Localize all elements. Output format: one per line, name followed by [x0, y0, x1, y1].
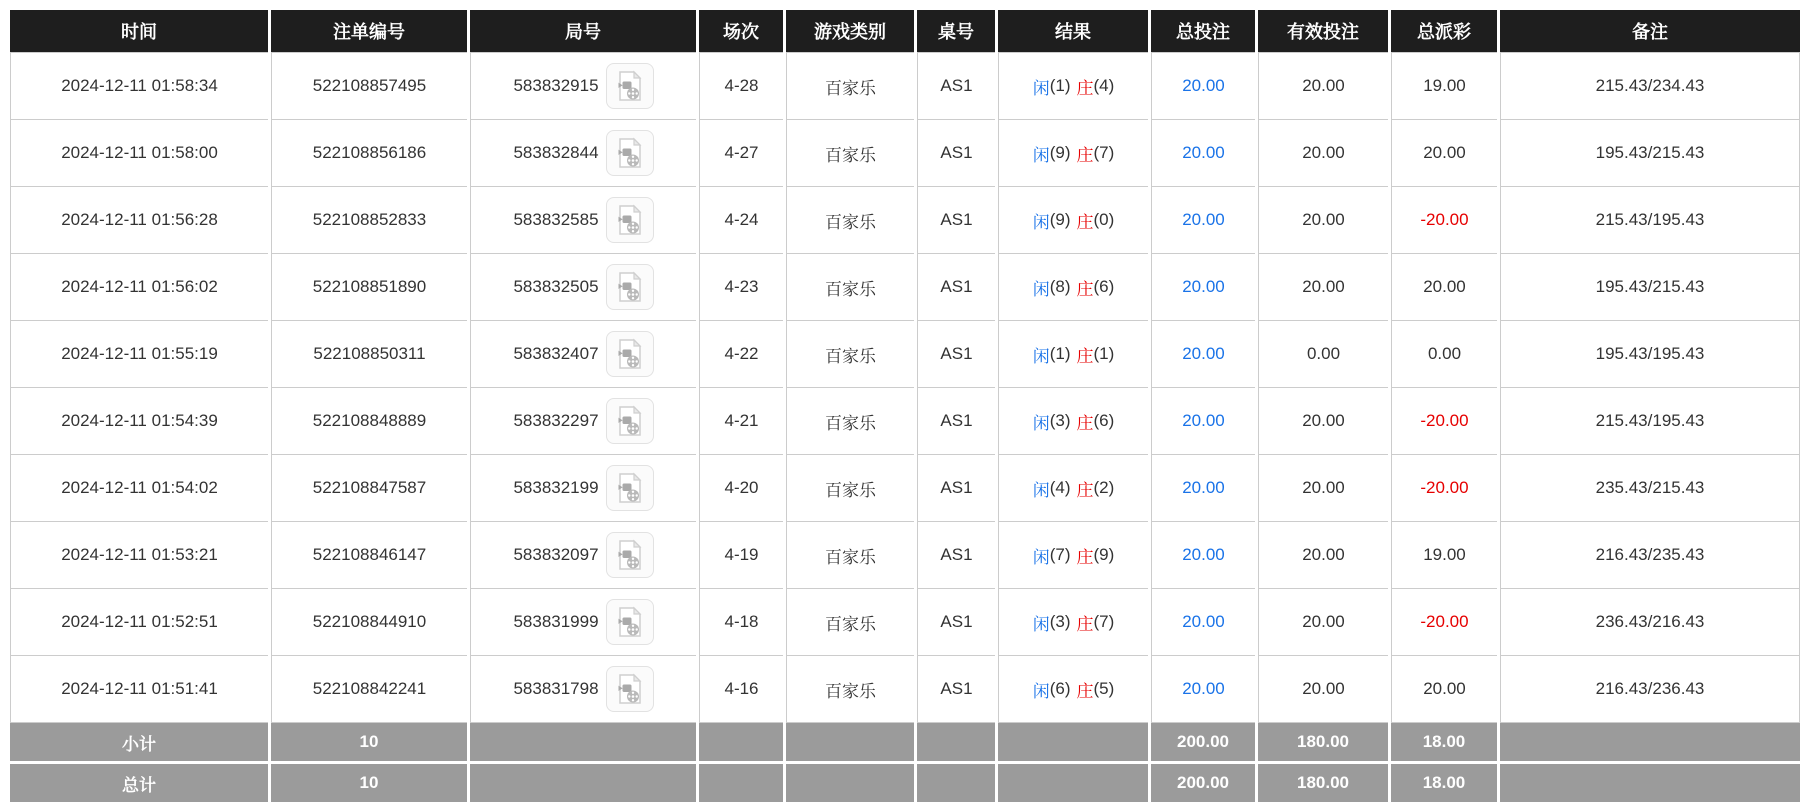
- table-row: [10, 119, 1800, 186]
- round-number: 583831798: [513, 679, 599, 698]
- session-cell: 4-19: [699, 521, 783, 588]
- banker-score: (6): [1093, 411, 1115, 430]
- round-number: 583832097: [513, 545, 599, 564]
- valid-bet-cell: 0.00: [1258, 320, 1388, 387]
- bet-number-cell: 522108844910: [271, 588, 467, 655]
- result-cell: [998, 52, 1148, 119]
- round-number-cell: [470, 320, 696, 387]
- player-label: 闲: [1032, 279, 1050, 299]
- column-header: 场次: [699, 10, 783, 52]
- round-number: 583832199: [513, 478, 599, 497]
- table-row: [10, 186, 1800, 253]
- total-bet-cell: 20.00: [1151, 655, 1255, 722]
- game-type-cell: 百家乐: [786, 521, 914, 588]
- column-header: 备注: [1500, 10, 1800, 52]
- video-replay-icon[interactable]: [606, 197, 654, 243]
- game-type-cell: 百家乐: [786, 119, 914, 186]
- session-cell: 4-18: [699, 588, 783, 655]
- round-number: 583832915: [513, 76, 599, 95]
- bet-number-cell: 522108851890: [271, 253, 467, 320]
- summary-total-bet-cell: 200.00: [1151, 722, 1255, 761]
- remark-cell: 195.43/215.43: [1500, 253, 1800, 320]
- total-bet-cell: 20.00: [1151, 387, 1255, 454]
- player-score: (1): [1049, 76, 1071, 95]
- payout-cell: -20.00: [1391, 588, 1497, 655]
- summary-total-bet-cell: 200.00: [1151, 761, 1255, 802]
- total-bet-cell: 20.00: [1151, 320, 1255, 387]
- payout-cell: 20.00: [1391, 119, 1497, 186]
- banker-score: (9): [1093, 545, 1115, 564]
- player-label: 闲: [1032, 547, 1050, 567]
- valid-bet-cell: 20.00: [1258, 655, 1388, 722]
- player-score: (4): [1049, 478, 1071, 497]
- game-type-cell: 百家乐: [786, 588, 914, 655]
- bet-number-cell: 522108850311: [271, 320, 467, 387]
- summary-row: [10, 761, 1800, 802]
- remark-cell: 215.43/234.43: [1500, 52, 1800, 119]
- result-cell: [998, 186, 1148, 253]
- time-cell: 2024-12-11 01:54:39: [10, 387, 268, 454]
- total-bet-cell: 20.00: [1151, 186, 1255, 253]
- banker-score: (7): [1093, 612, 1115, 631]
- valid-bet-cell: 20.00: [1258, 454, 1388, 521]
- banker-label: 庄: [1076, 78, 1094, 98]
- remark-cell: 216.43/236.43: [1500, 655, 1800, 722]
- table-row: [10, 588, 1800, 655]
- round-number-cell: [470, 521, 696, 588]
- round-number-cell: [470, 655, 696, 722]
- player-label: 闲: [1032, 346, 1050, 366]
- payout-cell: 19.00: [1391, 52, 1497, 119]
- table-row: [10, 655, 1800, 722]
- table-row: [10, 454, 1800, 521]
- round-number-cell: [470, 186, 696, 253]
- remark-cell: 236.43/216.43: [1500, 588, 1800, 655]
- time-cell: 2024-12-11 01:52:51: [10, 588, 268, 655]
- result-cell: [998, 119, 1148, 186]
- table-number-cell: AS1: [917, 320, 995, 387]
- table-row: [10, 521, 1800, 588]
- player-label: 闲: [1032, 681, 1050, 701]
- valid-bet-cell: 20.00: [1258, 253, 1388, 320]
- bet-number-cell: 522108856186: [271, 119, 467, 186]
- bet-number-cell: 522108847587: [271, 454, 467, 521]
- banker-score: (2): [1093, 478, 1115, 497]
- table-row: [10, 52, 1800, 119]
- session-cell: 4-16: [699, 655, 783, 722]
- payout-cell: -20.00: [1391, 387, 1497, 454]
- player-label: 闲: [1032, 614, 1050, 634]
- player-label: 闲: [1032, 78, 1050, 98]
- bet-number-cell: 522108846147: [271, 521, 467, 588]
- player-score: (3): [1049, 612, 1071, 631]
- valid-bet-cell: 20.00: [1258, 588, 1388, 655]
- player-score: (3): [1049, 411, 1071, 430]
- column-header: 局号: [470, 10, 696, 52]
- header-row: [10, 10, 1800, 52]
- table-footer: [10, 722, 1800, 802]
- player-score: (8): [1049, 277, 1071, 296]
- video-replay-icon[interactable]: [606, 331, 654, 377]
- valid-bet-cell: 20.00: [1258, 119, 1388, 186]
- total-bet-cell: 20.00: [1151, 588, 1255, 655]
- bet-records-table: [7, 10, 1803, 802]
- remark-cell: 216.43/235.43: [1500, 521, 1800, 588]
- banker-score: (1): [1093, 344, 1115, 363]
- table-number-cell: AS1: [917, 454, 995, 521]
- round-number-cell: [470, 588, 696, 655]
- video-replay-icon[interactable]: [606, 599, 654, 645]
- banker-label: 庄: [1076, 547, 1094, 567]
- banker-label: 庄: [1076, 212, 1094, 232]
- column-header: 总投注: [1151, 10, 1255, 52]
- summary-count-cell: 10: [271, 761, 467, 802]
- payout-cell: 20.00: [1391, 655, 1497, 722]
- table-number-cell: AS1: [917, 521, 995, 588]
- round-number: 583832407: [513, 344, 599, 363]
- session-cell: 4-22: [699, 320, 783, 387]
- payout-cell: -20.00: [1391, 186, 1497, 253]
- table-number-cell: AS1: [917, 387, 995, 454]
- banker-label: 庄: [1076, 480, 1094, 500]
- game-type-cell: 百家乐: [786, 253, 914, 320]
- table-number-cell: AS1: [917, 119, 995, 186]
- session-cell: 4-24: [699, 186, 783, 253]
- round-number-cell: [470, 119, 696, 186]
- video-replay-icon[interactable]: [606, 532, 654, 578]
- time-cell: 2024-12-11 01:56:28: [10, 186, 268, 253]
- player-score: (9): [1049, 143, 1071, 162]
- game-type-cell: 百家乐: [786, 387, 914, 454]
- player-score: (9): [1049, 210, 1071, 229]
- banker-label: 庄: [1076, 681, 1094, 701]
- banker-label: 庄: [1076, 346, 1094, 366]
- result-cell: [998, 320, 1148, 387]
- payout-cell: 20.00: [1391, 253, 1497, 320]
- result-cell: [998, 454, 1148, 521]
- result-cell: [998, 253, 1148, 320]
- time-cell: 2024-12-11 01:51:41: [10, 655, 268, 722]
- time-cell: 2024-12-11 01:56:02: [10, 253, 268, 320]
- total-bet-cell: 20.00: [1151, 52, 1255, 119]
- remark-cell: 215.43/195.43: [1500, 387, 1800, 454]
- round-number-cell: [470, 387, 696, 454]
- total-bet-cell: 20.00: [1151, 521, 1255, 588]
- total-bet-cell: 20.00: [1151, 454, 1255, 521]
- time-cell: 2024-12-11 01:58:34: [10, 52, 268, 119]
- table-body: [10, 52, 1800, 722]
- session-cell: 4-28: [699, 52, 783, 119]
- column-header: 游戏类别: [786, 10, 914, 52]
- remark-cell: 235.43/215.43: [1500, 454, 1800, 521]
- banker-label: 庄: [1076, 413, 1094, 433]
- round-number: 583832585: [513, 210, 599, 229]
- time-cell: 2024-12-11 01:58:00: [10, 119, 268, 186]
- remark-cell: 215.43/195.43: [1500, 186, 1800, 253]
- summary-payout-cell: 18.00: [1391, 761, 1497, 802]
- summary-label-cell: 总计: [10, 761, 268, 802]
- banker-score: (0): [1093, 210, 1115, 229]
- bet-number-cell: 522108852833: [271, 186, 467, 253]
- column-header: 总派彩: [1391, 10, 1497, 52]
- game-type-cell: 百家乐: [786, 186, 914, 253]
- summary-row: [10, 722, 1800, 761]
- round-number-cell: [470, 454, 696, 521]
- table-number-cell: AS1: [917, 655, 995, 722]
- game-type-cell: 百家乐: [786, 320, 914, 387]
- remark-cell: 195.43/195.43: [1500, 320, 1800, 387]
- summary-count-cell: 10: [271, 722, 467, 761]
- summary-valid-bet-cell: 180.00: [1258, 722, 1388, 761]
- player-score: (7): [1049, 545, 1071, 564]
- valid-bet-cell: 20.00: [1258, 387, 1388, 454]
- column-header: 时间: [10, 10, 268, 52]
- valid-bet-cell: 20.00: [1258, 186, 1388, 253]
- round-number: 583832844: [513, 143, 599, 162]
- result-cell: [998, 387, 1148, 454]
- table-number-cell: AS1: [917, 186, 995, 253]
- round-number-cell: [470, 52, 696, 119]
- result-cell: [998, 521, 1148, 588]
- player-label: 闲: [1032, 480, 1050, 500]
- bet-number-cell: 522108848889: [271, 387, 467, 454]
- player-label: 闲: [1032, 145, 1050, 165]
- session-cell: 4-27: [699, 119, 783, 186]
- column-header: 桌号: [917, 10, 995, 52]
- player-score: (1): [1049, 344, 1071, 363]
- banker-score: (6): [1093, 277, 1115, 296]
- banker-label: 庄: [1076, 614, 1094, 634]
- session-cell: 4-21: [699, 387, 783, 454]
- video-replay-icon[interactable]: [606, 398, 654, 444]
- player-label: 闲: [1032, 413, 1050, 433]
- time-cell: 2024-12-11 01:53:21: [10, 521, 268, 588]
- video-replay-icon[interactable]: [606, 666, 654, 712]
- banker-score: (7): [1093, 143, 1115, 162]
- result-cell: [998, 655, 1148, 722]
- round-number: 583832505: [513, 277, 599, 296]
- column-header: 有效投注: [1258, 10, 1388, 52]
- payout-cell: -20.00: [1391, 454, 1497, 521]
- time-cell: 2024-12-11 01:55:19: [10, 320, 268, 387]
- column-header: 结果: [998, 10, 1148, 52]
- game-type-cell: 百家乐: [786, 454, 914, 521]
- round-number-cell: [470, 253, 696, 320]
- bet-number-cell: 522108857495: [271, 52, 467, 119]
- payout-cell: 0.00: [1391, 320, 1497, 387]
- valid-bet-cell: 20.00: [1258, 521, 1388, 588]
- valid-bet-cell: 20.00: [1258, 52, 1388, 119]
- round-number: 583831999: [513, 612, 599, 631]
- summary-payout-cell: 18.00: [1391, 722, 1497, 761]
- game-type-cell: 百家乐: [786, 52, 914, 119]
- remark-cell: 195.43/215.43: [1500, 119, 1800, 186]
- banker-score: (4): [1093, 76, 1115, 95]
- video-replay-icon[interactable]: [606, 130, 654, 176]
- banker-label: 庄: [1076, 279, 1094, 299]
- session-cell: 4-23: [699, 253, 783, 320]
- player-label: 闲: [1032, 212, 1050, 232]
- banker-label: 庄: [1076, 145, 1094, 165]
- banker-score: (5): [1093, 679, 1115, 698]
- table-header: [10, 10, 1800, 52]
- video-replay-icon[interactable]: [606, 465, 654, 511]
- time-cell: 2024-12-11 01:54:02: [10, 454, 268, 521]
- total-bet-cell: 20.00: [1151, 253, 1255, 320]
- table-row: [10, 320, 1800, 387]
- total-bet-cell: 20.00: [1151, 119, 1255, 186]
- table-number-cell: AS1: [917, 588, 995, 655]
- table-row: [10, 253, 1800, 320]
- result-cell: [998, 588, 1148, 655]
- summary-label-cell: 小计: [10, 722, 268, 761]
- summary-valid-bet-cell: 180.00: [1258, 761, 1388, 802]
- player-score: (6): [1049, 679, 1071, 698]
- table-row: [10, 387, 1800, 454]
- round-number: 583832297: [513, 411, 599, 430]
- column-header: 注单编号: [271, 10, 467, 52]
- session-cell: 4-20: [699, 454, 783, 521]
- payout-cell: 19.00: [1391, 521, 1497, 588]
- table-number-cell: AS1: [917, 253, 995, 320]
- game-type-cell: 百家乐: [786, 655, 914, 722]
- video-replay-icon[interactable]: [606, 63, 654, 109]
- bet-number-cell: 522108842241: [271, 655, 467, 722]
- table-number-cell: AS1: [917, 52, 995, 119]
- video-replay-icon[interactable]: [606, 264, 654, 310]
